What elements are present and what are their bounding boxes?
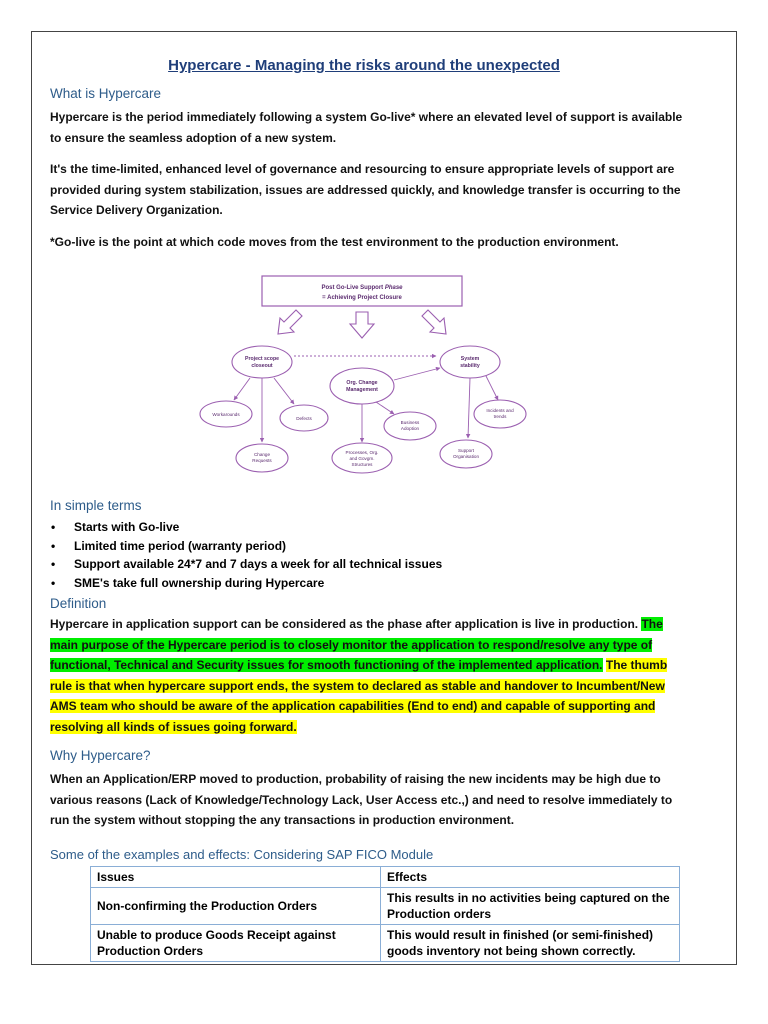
list-item: • Starts with Go-live (50, 518, 442, 537)
heading-in-simple-terms: In simple terms (50, 498, 142, 513)
issues-effects-table (90, 866, 680, 962)
definition-plain-text: Hypercare in application support can be considered as the phase after application is live in production. (50, 617, 642, 631)
diagram-header-box (262, 276, 462, 306)
simple-terms-list (50, 518, 442, 592)
diagram-header-line2: = Achieving Project Closure (322, 295, 402, 301)
table-cell-issue: Unable to produce Goods Receipt against Production Orders (91, 925, 381, 962)
heading-what-is-hypercare: What is Hypercare (50, 86, 162, 101)
node-business-adoption-label: Business Adoption (400, 420, 420, 431)
document-title: Hypercare - Managing the risks around the unexpected (168, 57, 560, 74)
paragraph-go-live-footnote: *Go-live is the point at which code moves from the test environment to the production environment. (50, 235, 619, 249)
paragraph-why-hypercare: When an Application/ERP moved to production, probability of raising the new incidents may be high due to various reasons (Lack of Knowledge/Technology Lack, User Access etc.,) and need to resolve immediately to run the system without stopping the any transactions in production environment. (50, 772, 673, 827)
column-header-issues: Issues (91, 867, 381, 888)
node-system-stability-label: System stability (460, 356, 480, 369)
table-row (91, 888, 680, 925)
node-change-requests-label: Change Requests (252, 452, 272, 463)
node-project-scope-label: Project scope closeout (244, 356, 280, 369)
table-cell-effect: This would result in finished (or semi-finished) goods inventory not being shown correctly. (381, 925, 680, 962)
definition-yellow-highlight: The thumb rule is that when hypercare support ends, the system to declared as stable and handover to Incumbent/New AMS team who should be aware of the application capabilities (End to end) and capable of supporting and resolving all kinds of issues going forward. (50, 658, 668, 734)
node-org-change-label: Org. Change Management (346, 380, 378, 393)
heading-definition: Definition (50, 596, 107, 611)
arrow-left-icon (278, 310, 302, 334)
table-row (91, 925, 680, 962)
list-item: • SME's take full ownership during Hypercare (50, 574, 442, 593)
diagram-block-arrows (278, 310, 446, 338)
table-header-row (91, 867, 680, 888)
heading-why-hypercare: Why Hypercare? (50, 748, 151, 763)
table-cell-issue: Non-confirming the Production Orders (91, 888, 381, 925)
paragraph-definition-intro: Hypercare is the period immediately following a system Go-live* where an elevated level of support is available to ensure the seamless adoption of a new system. (50, 110, 683, 145)
paragraph-definition (50, 614, 690, 737)
column-header-effects: Effects (381, 867, 680, 888)
table-cell-effect: This results in no activities being captured on the Production orders (381, 888, 680, 925)
paragraph-governance: It's the time-limited, enhanced level of governance and resourcing to ensure appropriate levels of support are provided during system stabilization, issues are addressed quickly, and knowledge transfer is occurring to the Service Delivery Organization. (50, 162, 681, 217)
heading-examples: Some of the examples and effects: Considering SAP FICO Module (50, 847, 434, 862)
svg-text:Post Go-Live Support Phase: Post Go-Live Support Phase (321, 285, 403, 291)
diagram-header-line1: Post Go-Live Support (321, 285, 385, 291)
node-system-stability (440, 346, 500, 378)
node-project-scope (232, 346, 292, 378)
arrow-right-icon (422, 310, 446, 334)
node-workarounds-label: Workarounds (212, 412, 240, 417)
node-incidents-label: Incidents and trends (486, 408, 514, 419)
definition-green-highlight: The main purpose of the Hypercare period is to closely monitor the application to respond/resolve any type of functional, Technical and Security issues for smooth functioning of the implemented application. (50, 617, 663, 672)
list-item: • Support available 24*7 and 7 days a week for all technical issues (50, 555, 442, 574)
node-processes-label: Processes, Org. and Govgm. Structures (345, 450, 379, 467)
post-go-live-diagram (198, 268, 534, 480)
list-item: • Limited time period (warranty period) (50, 537, 442, 556)
node-defects-label: Defects (296, 416, 312, 421)
arrow-down-icon (350, 312, 374, 338)
node-org-change (330, 368, 394, 404)
node-support-organisation-label: Support Organisation (452, 448, 480, 459)
